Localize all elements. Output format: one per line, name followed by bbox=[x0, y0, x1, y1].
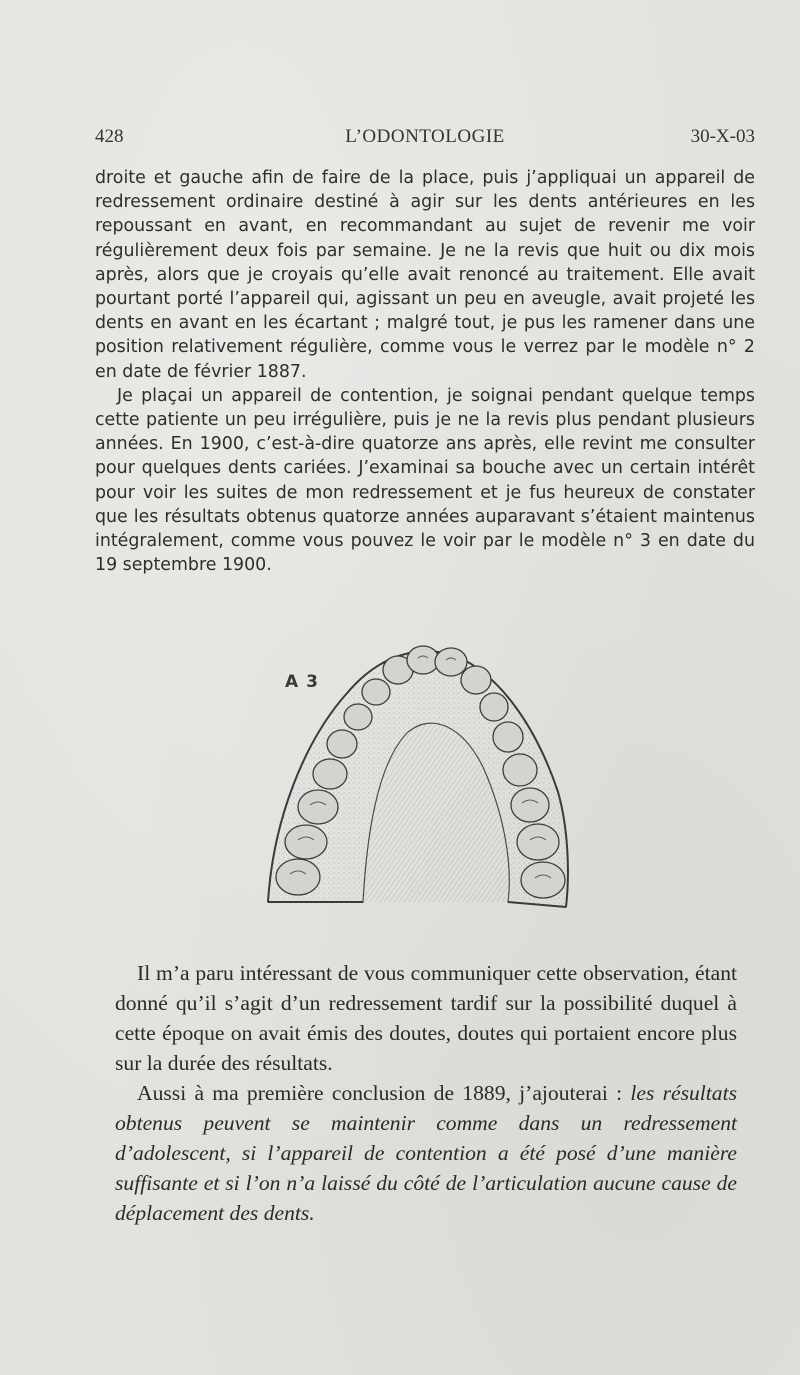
body-text bbox=[95, 166, 755, 577]
issue-date: 30-X-03 bbox=[690, 126, 755, 147]
dental-arch-illustration bbox=[258, 622, 578, 922]
paragraph-2: Je plaçai un appareil de contention, je soignai pendant quelque temps cette patiente un peu irrégulière, puis je ne la revis plus pendant plusieurs années. En 1900, c’est-à-dire quatorze ans après, elle revint me consulter pour quelques dents cariées. J’examinai sa bouche avec un certain intérêt pour voir les suites de mon redressement et je fus heureux de constater que les résultats obtenus quatorze années auparavant s’étaient maintenus intégralement, comme vous pouvez le voir par le modèle n° 3 en date du 19 septembre 1900. bbox=[95, 385, 755, 576]
figure-label: A 3 bbox=[285, 672, 319, 692]
closing-paragraph-1: Il m’a paru intéressant de vous communiquer cette observation, étant donné qu’il s’agit d’un redressement tardif sur la possibilité duquel à cette époque on avait émis des doutes, doutes qui portaient encore plus sur la durée des résultats. bbox=[115, 961, 737, 1075]
conclusion-italic: les résultats obtenus peuvent se maintenir comme dans un redressement d’adolescent, si l’appareil de contention a été posé d’une manière suffisante et si l’on n’a laissé du côté de l’articulation aucune cause de déplacement des dents. bbox=[115, 1081, 737, 1225]
closing-text bbox=[115, 958, 737, 1228]
journal-title: L’ODONTOLOGIE bbox=[345, 126, 505, 147]
conclusion-intro: Aussi à ma première conclusion de 1889, j’ajouterai : bbox=[137, 1081, 631, 1105]
page-number: 428 bbox=[95, 126, 124, 147]
paragraph-1: droite et gauche afin de faire de la place, puis j’appliquai un appareil de redressement ordinaire destiné à agir sur les dents antérieures en les repoussant en avant, en recommandant au sujet de revenir me voir régulièrement deux fois par semaine. Je ne la revis que huit ou dix mois après, alors que je croyais qu’elle avait renoncé au traitement. Elle avait pourtant porté l’appareil qui, agissant un peu en aveugle, avait projeté les dents en avant en les écartant ; malgré tout, je pus les ramener dans une position relativement régulière, comme vous le verrez par le modèle n° 2 en date de février 1887. bbox=[95, 168, 755, 382]
closing-paragraph-2 bbox=[115, 1078, 737, 1228]
running-header bbox=[95, 126, 755, 154]
